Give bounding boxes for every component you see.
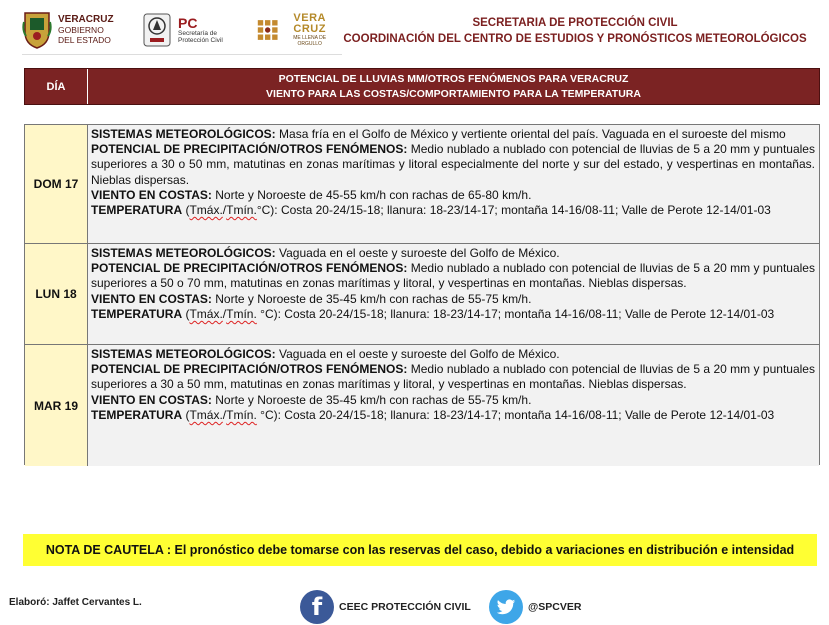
row-day: LUN 18: [25, 244, 88, 344]
header-divider: [22, 54, 342, 55]
temp-text: °C): Costa 20-24/15-18; llanura: 18-23/14-17; montaña 14-16/08-11; Valle de Perote 12-14/01-03: [256, 203, 771, 218]
header-line1: POTENCIAL DE LLUVIAS MM/OTROS FENÓMENOS PARA VERACRUZ: [278, 73, 629, 85]
sistemas-text: Vaguada en el oeste y suroeste del Golfo de México.: [275, 347, 560, 361]
label-sistemas: SISTEMAS METEOROLÓGICOS:: [91, 347, 276, 361]
twitter-label[interactable]: @SPCVER: [528, 601, 582, 613]
org-line2: COORDINACIÓN DEL CENTRO DE ESTUDIOS Y PRONÓSTICOS METEOROLÓGICOS: [343, 33, 807, 45]
caution-note: NOTA DE CAUTELA : El pronóstico debe tomarse con las reservas del caso, debido a variaciones en distribución e intensidad: [23, 534, 817, 566]
label-viento: VIENTO EN COSTAS:: [91, 392, 212, 407]
forecast-row: [25, 125, 819, 244]
label-temp: TEMPERATURA: [91, 203, 183, 218]
forecast-table: [24, 124, 820, 465]
logo-veracruz-line1: VERACRUZ: [58, 14, 114, 25]
label-precip: POTENCIAL DE PRECIPITACIÓN/OTROS FENÓMENOS:: [91, 142, 408, 157]
logo-veracruz-line3: DEL ESTADO: [58, 35, 111, 45]
precip-text: Medio nublado a nublado con potencial de lluvias de 5 a 20 mm y puntuales superiores a 30 o 50 mm, matutinas en zonas marítimas y litoral especialmente del norte y sur del estado, y vespertinas en montañas. Nieblas dispersas.: [91, 142, 815, 187]
label-precip: POTENCIAL DE PRECIPITACIÓN/OTROS FENÓMENOS:: [91, 261, 408, 276]
temp-tmin: Tmín.: [226, 306, 257, 321]
pc-line1: Secretaría de: [178, 30, 218, 37]
row-day: MAR 19: [25, 345, 88, 466]
precip-text: Medio nublado a nublado con potencial de lluvias de 5 a 20 mm y puntuales superiores a 30 a 50 mm, matutinas en zonas marítimas y litoral, y vespertinas en montañas. Nieblas dispersas.: [91, 362, 815, 392]
author-credit: Elaboró: Jaffet Cervantes L.: [9, 597, 142, 608]
header-day: DÍA: [25, 69, 88, 104]
forecast-table-header: [24, 68, 820, 105]
organization-title: [340, 15, 810, 47]
temp-tmin: Tmín.: [226, 203, 257, 218]
header-description: [88, 69, 819, 104]
facebook-label[interactable]: CEEC PROTECCIÓN CIVIL: [339, 601, 471, 613]
vera-knot-icon: [256, 17, 279, 43]
label-precip: POTENCIAL DE PRECIPITACIÓN/OTROS FENÓMENOS:: [91, 362, 408, 377]
temp-tmax: Tmáx.: [189, 203, 223, 218]
logo-gobierno-veracruz: [22, 8, 140, 52]
viento-text: Norte y Noroeste de 35-45 km/h con rachas de 55-75 km/h.: [211, 291, 532, 306]
label-viento: VIENTO EN COSTAS:: [91, 291, 212, 306]
temp-tmin: Tmín.: [226, 407, 257, 422]
label-sistemas: SISTEMAS METEOROLÓGICOS:: [91, 246, 276, 260]
temp-text: °C): Costa 20-24/15-18; llanura: 18-23/14-17; montaña 14-16/08-11; Valle de Perote 12-14/01-03: [256, 407, 775, 422]
temp-tmax: Tmáx.: [189, 306, 223, 321]
vera-tagline: ME LLENA DE ORGULLO: [293, 35, 327, 47]
forecast-row: [25, 345, 819, 466]
vera-line1: VERA: [293, 12, 326, 24]
row-content: SISTEMAS METEOROLÓGICOS: Vaguada en el oeste y suroeste del Golfo de México. POTENCIAL DE PRECIPITACIÓN/OTROS FENÓMENOS: Medio nublado a nublado con potencial de lluvias de 5 a 20 mm y puntuales superiores a 50 o 70 mm, matutinas en zonas marítimas y litoral, y vespertinas en montañas. Nieblas dispersas. VIENTO EN COSTAS: Norte y Noroeste de 35-45 km/h con rachas de 55-75 km/h. TEMPERATURA (Tmáx./Tmín. °C): Costa 20-24/15-18; llanura: 18-23/14-17; montaña 14-16/08-11; Valle de Perote 12-14/01-03: [88, 244, 819, 344]
pc-title: PC: [178, 15, 198, 31]
precip-text: Medio nublado a nublado con potencial de lluvias de 5 a 20 mm y puntuales superiores a 50 o 70 mm, matutinas en zonas marítimas y litoral, y vespertinas en montañas. Nieblas dispersas.: [91, 261, 815, 291]
pc-emblem-icon: [142, 12, 172, 48]
facebook-icon[interactable]: f: [300, 590, 334, 624]
viento-text: Norte y Noroeste de 35-45 km/h con rachas de 55-75 km/h.: [211, 392, 532, 407]
row-content: SISTEMAS METEOROLÓGICOS: Vaguada en el oeste y suroeste del Golfo de México. POTENCIAL DE PRECIPITACIÓN/OTROS FENÓMENOS: Medio nublado a nublado con potencial de lluvias de 5 a 20 mm y puntuales superiores a 30 a 50 mm, matutinas en zonas marítimas y litoral, y vespertinas en montañas. Nieblas dispersas. VIENTO EN COSTAS: Norte y Noroeste de 35-45 km/h con rachas de 55-75 km/h. TEMPERATURA (Tmáx./Tmín. °C): Costa 20-24/15-18; llanura: 18-23/14-17; montaña 14-16/08-11; Valle de Perote 12-14/01-03: [88, 345, 819, 466]
veracruz-shield-icon: [22, 10, 52, 50]
twitter-link[interactable]: [489, 590, 581, 624]
vera-line2: CRUZ: [293, 23, 326, 35]
label-viento: VIENTO EN COSTAS:: [91, 187, 212, 202]
label-sistemas: SISTEMAS METEOROLÓGICOS:: [91, 127, 276, 141]
sistemas-text: Masa fría en el Golfo de México y vertiente oriental del país. Vaguada en el suroeste del mismo: [275, 127, 786, 141]
facebook-link[interactable]: [300, 590, 471, 624]
logo-veracruz-orgullo: [256, 8, 336, 52]
twitter-icon[interactable]: [489, 590, 523, 624]
temp-text: °C): Costa 20-24/15-18; llanura: 18-23/14-17; montaña 14-16/08-11; Valle de Perote 12-14/01-03: [256, 306, 775, 321]
forecast-row: [25, 244, 819, 345]
label-temp: TEMPERATURA: [91, 407, 183, 422]
sistemas-text: Vaguada en el oeste y suroeste del Golfo de México.: [275, 246, 560, 260]
row-day: DOM 17: [25, 125, 88, 243]
pc-line2: Protección Civil: [178, 37, 223, 44]
logo-veracruz-line2: GOBIERNO: [58, 25, 104, 35]
org-line1: SECRETARIA DE PROTECCIÓN CIVIL: [472, 17, 678, 29]
logo-proteccion-civil: [142, 8, 242, 52]
row-content: SISTEMAS METEOROLÓGICOS: Masa fría en el Golfo de México y vertiente oriental del país. Vaguada en el suroeste del mismo POTENCIAL DE PRECIPITACIÓN/OTROS FENÓMENOS: Medio nublado a nublado con potencial de lluvias de 5 a 20 mm y puntuales superiores a 30 o 50 mm, matutinas en zonas marítimas y litoral especialmente del norte y sur del estado, y vespertinas en montañas. Nieblas dispersas. VIENTO EN COSTAS: Norte y Noroeste de 45-55 km/h con rachas de 65-80 km/h. TEMPERATURA (Tmáx./Tmín.°C): Costa 20-24/15-18; llanura: 18-23/14-17; montaña 14-16/08-11; Valle de Perote 12-14/01-03: [88, 125, 819, 243]
viento-text: Norte y Noroeste de 45-55 km/h con rachas de 65-80 km/h.: [211, 187, 532, 202]
header-line2: VIENTO PARA LAS COSTAS/COMPORTAMIENTO PARA LA TEMPERATURA: [266, 88, 641, 100]
temp-tmax: Tmáx.: [189, 407, 223, 422]
label-temp: TEMPERATURA: [91, 306, 183, 321]
